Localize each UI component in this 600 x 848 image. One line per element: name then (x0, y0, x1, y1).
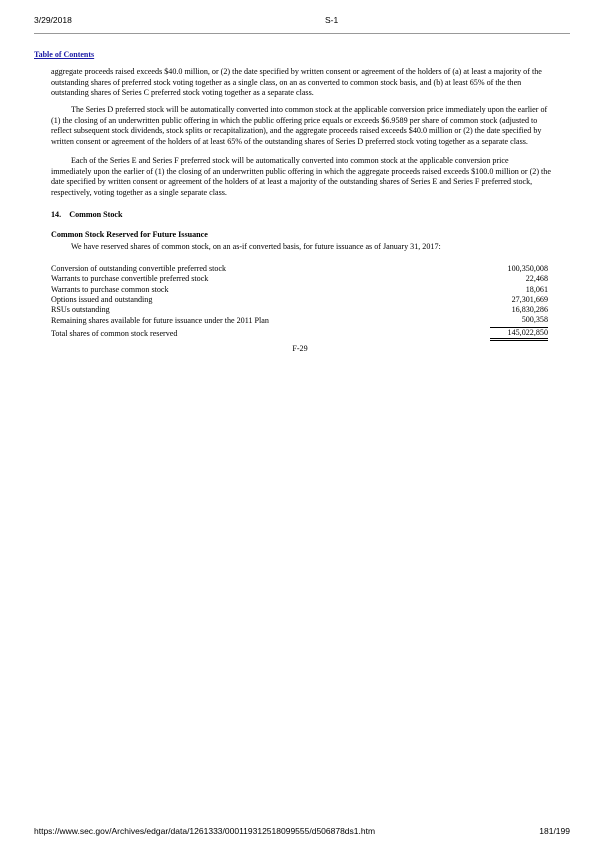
table-row (51, 285, 548, 295)
table-row (51, 274, 548, 284)
row-label: Remaining shares available for future issuance under the 2011 Plan (51, 315, 269, 325)
reserved-shares-table (51, 264, 548, 341)
total-row (51, 327, 548, 341)
table-row (51, 264, 548, 274)
table-of-contents-link[interactable]: Table of Contents (34, 50, 95, 59)
row-label: Total shares of common stock reserved (51, 328, 178, 338)
row-value: 22,468 (525, 274, 548, 284)
row-value: 27,301,669 (511, 294, 548, 304)
page-number: F-29 (292, 344, 308, 353)
header-divider (34, 33, 570, 34)
section-heading (51, 210, 123, 219)
paragraph: The Series D preferred stock will be automatically converted into common stock at the applicable conversion price immediately upon the earlier of (1) the closing of an underwritten public offering in which the public offering price equals or exceeds $6.9589 per share of common stock (adjusted to reflect subsequent stock dividends, stock splits or recapitalization), and the aggregate proceeds raised exceeds $40.0 million or (2) the date specified by written consent or agreement of the holders of at least 65% of the outstanding shares of Series D preferred stock voting together as a separate class. (51, 105, 548, 146)
table-row (51, 295, 548, 305)
footer-url: https://www.sec.gov/Archives/edgar/data/1261333/000119312518099555/d506878ds1.htm (34, 826, 376, 836)
row-value: 500,358 (521, 315, 548, 325)
footer-page-count: 181/199 (539, 826, 570, 836)
paragraph: aggregate proceeds raised exceeds $40.0 million, or (2) the date specified by written consent or agreement of the holders of (a) at least a majority of the outstanding shares of preferred stock voting together as a single class, on an as converted to common stock basis, and (b) at least 65% of the then outstanding shares of Series C preferred stock voting together as a separate class. (51, 67, 542, 98)
table-row (51, 315, 548, 326)
row-value: 18,061 (525, 284, 548, 294)
row-label: RSUs outstanding (51, 305, 110, 315)
subsection-heading: Common Stock Reserved for Future Issuance (51, 230, 208, 239)
row-label: Warrants to purchase common stock (51, 284, 169, 294)
document-title: S-1 (325, 15, 339, 25)
row-label: Warrants to purchase convertible preferred stock (51, 274, 209, 284)
print-date: 3/29/2018 (34, 15, 72, 25)
table-intro: We have reserved shares of common stock, on an as-if converted basis, for future issuance as of January 31, 2017: (71, 242, 441, 251)
section-number: 14. (51, 210, 62, 219)
row-value: 145,022,850 (490, 327, 548, 341)
row-label: Conversion of outstanding convertible preferred stock (51, 264, 227, 273)
paragraph: Each of the Series E and Series F preferred stock will be automatically converted into common stock at the applicable conversion price immediately upon the earlier of (1) the closing of an underwritten public offering in which the aggregate proceeds raised exceeds $100.0 million or (2) the date specified by written consent or agreement of the holders of at least a majority of the outstanding shares of Series E and Series F preferred stock, respectively, voting together as a single separate class. (51, 156, 551, 197)
table-row (51, 305, 548, 315)
row-label: Options issued and outstanding (51, 294, 153, 304)
row-value: 100,350,008 (507, 264, 548, 273)
section-title: Common Stock (69, 210, 123, 219)
row-value: 16,830,286 (511, 305, 548, 315)
